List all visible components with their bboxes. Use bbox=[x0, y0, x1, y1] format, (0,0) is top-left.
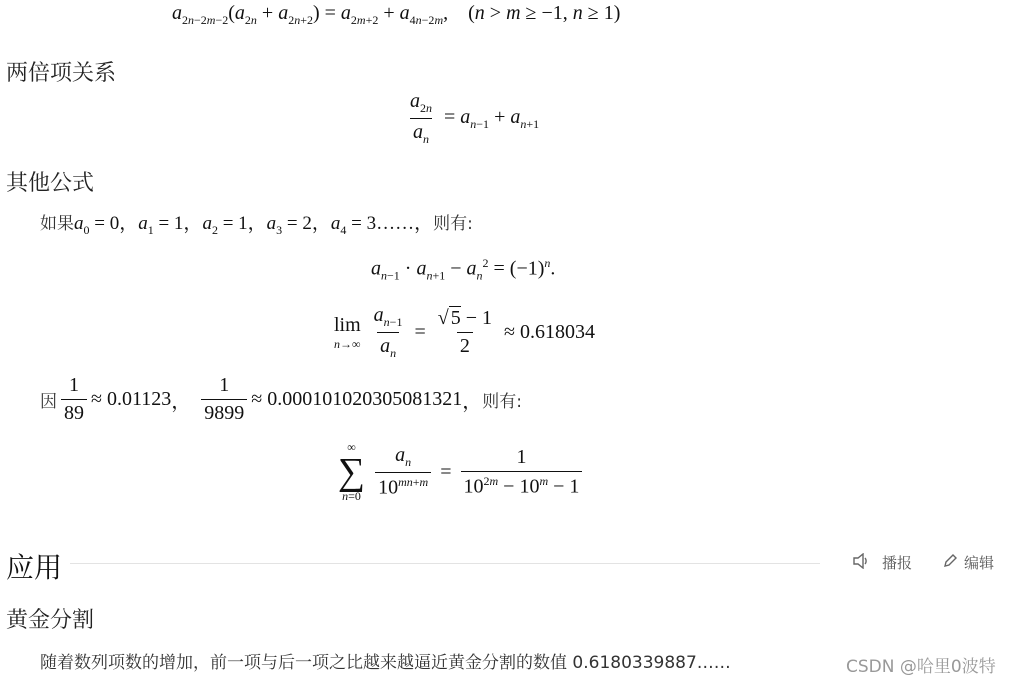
para-then-label: 则有: bbox=[433, 214, 473, 234]
play-label: 播报 bbox=[882, 554, 913, 572]
para-because-label: 因 bbox=[40, 392, 57, 412]
speaker-icon bbox=[852, 553, 870, 573]
play-button[interactable] bbox=[852, 552, 912, 573]
edit-label: 编辑 bbox=[964, 554, 995, 572]
sum-formula: ∞ ∑ n=0 $\frac{a_n}{10^{mn+m}}$ = $\frac{1}{10^{2m} - 10^m - 1}$ bbox=[338, 440, 586, 504]
section-title-application: 应用 bbox=[6, 551, 63, 584]
initial-values-paragraph: 如果 $a_0 = 0$，$a_1 = 1$，$a_2 = 1$，$a_3 = 2$，$a_4$ = 3……， 则有: bbox=[40, 208, 473, 238]
cassini-identity: $a_{n-1} \cdot a_{n+1} - a_n^2 = (-1)^n$. bbox=[371, 256, 556, 283]
frac2-approx: 0.000101020305081321 bbox=[267, 388, 463, 410]
limit-value: 0.618034 bbox=[519, 321, 595, 343]
identity-formula: $a_{2n-2m-2}(a_{2n} + a_{2n+2}) = a_{2m+2} + a_{4n-2m}$, (n > m ≥ −1, n ≥ 1) bbox=[172, 2, 621, 27]
heading-other-formulas: 其他公式 bbox=[6, 171, 95, 196]
limit-formula: lim n→∞ $\frac{a_{n-1}}{a_n}$ = $\frac{√ 5 - 1}{2}$ ≈ 0.618034 bbox=[334, 304, 595, 360]
para-then-label-2: 则有: bbox=[482, 392, 522, 412]
para-if-label: 如果 bbox=[40, 214, 74, 234]
frac1-approx: 0.01123 bbox=[106, 388, 172, 410]
heading-double-term: 两倍项关系 bbox=[6, 61, 117, 86]
double-term-formula: $\frac{a_{2n}}{a_n}$ = $a_{n-1} + a_{n+1}$ bbox=[410, 90, 540, 146]
reciprocal-paragraph: 因 $\frac{1}{89}$ ≈ 0.01123 ， $\frac{1}{9899}$ ≈ 0.000101020305081321 ， 则有: bbox=[40, 374, 522, 424]
section-divider bbox=[70, 563, 820, 564]
edit-button[interactable] bbox=[942, 552, 994, 573]
csdn-watermark: CSDN @哈里0波特 bbox=[846, 657, 996, 677]
golden-ratio-body: 随着数列项数的增加，前一项与后一项之比越来越逼近黄金分割的数值 0.6180339887…… bbox=[40, 653, 731, 673]
pencil-icon bbox=[942, 553, 958, 573]
subheading-golden-ratio: 黄金分割 bbox=[6, 608, 95, 633]
